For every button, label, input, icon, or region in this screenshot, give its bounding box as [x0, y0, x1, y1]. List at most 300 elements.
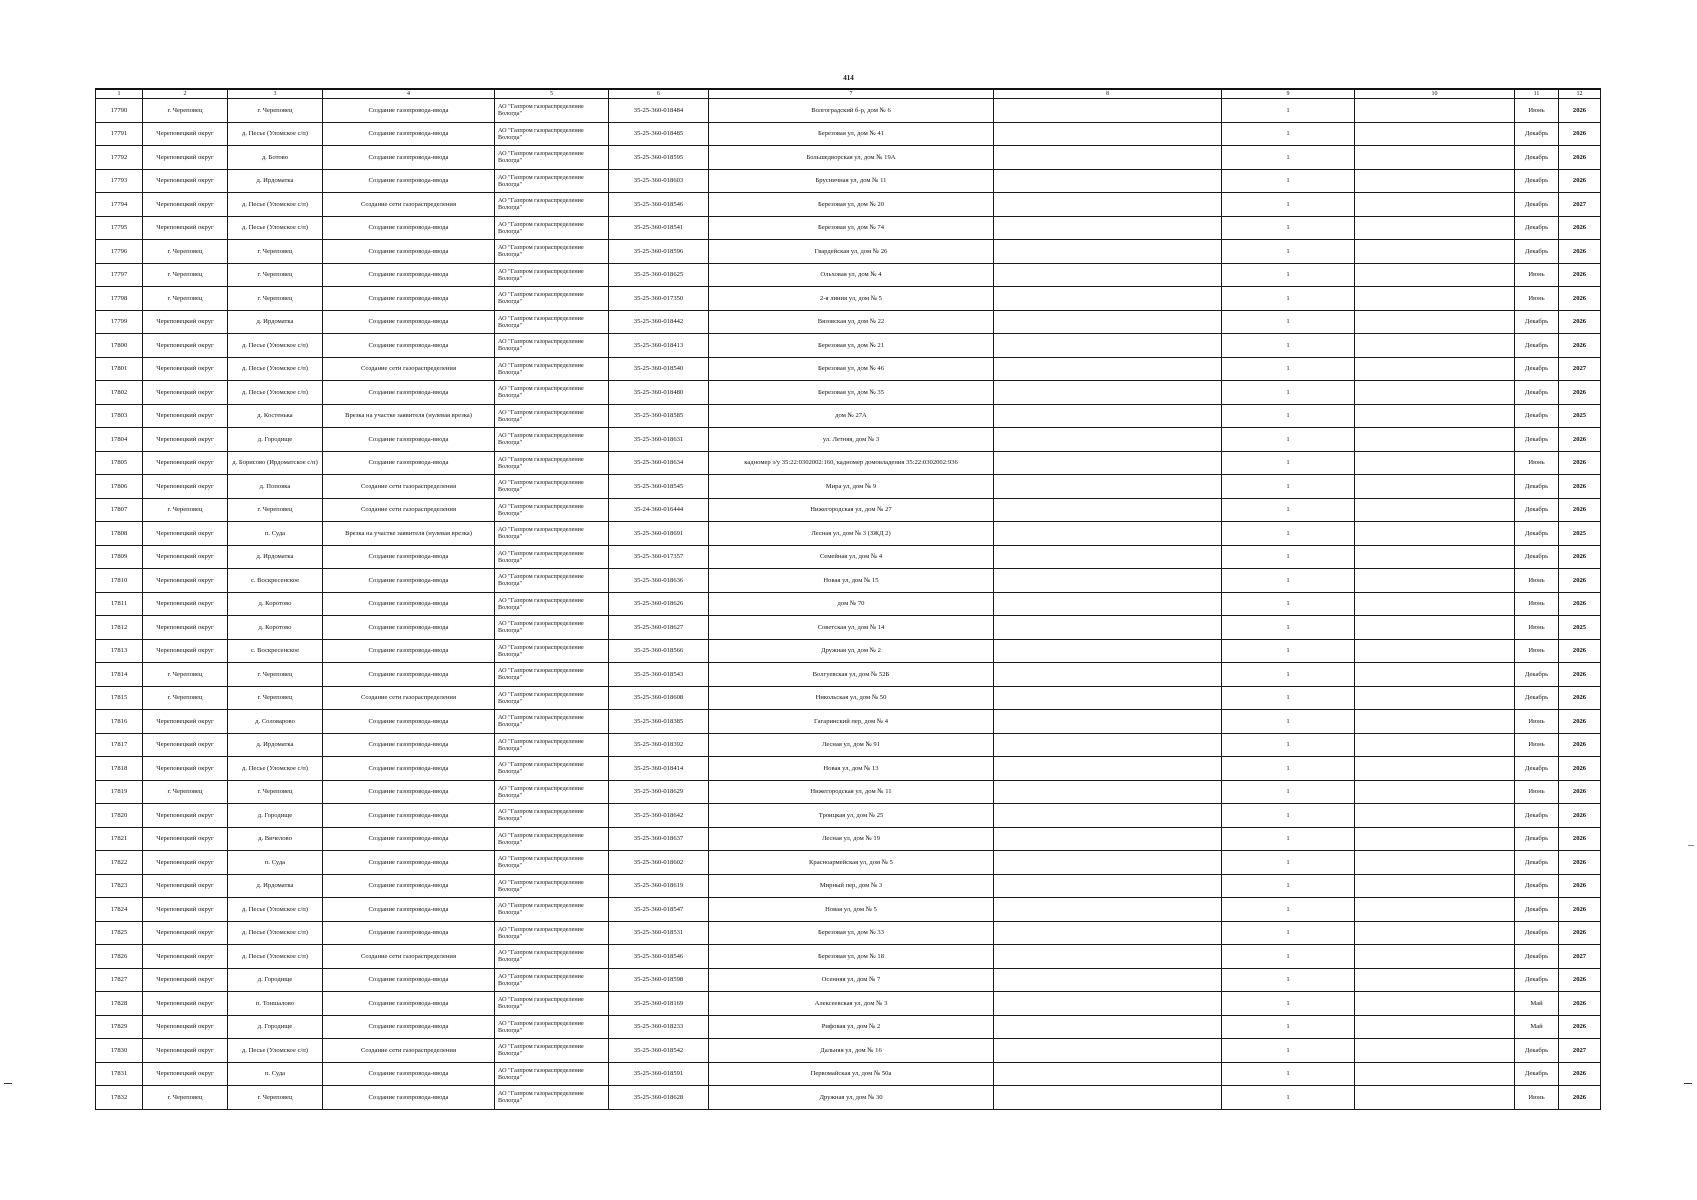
locality-cell: д. Песье (Уломское с/п): [228, 216, 323, 240]
locality-cell: д. Городище: [228, 428, 323, 452]
organization-cell: АО "Газпром газораспределение Вологда": [495, 381, 609, 405]
year-cell: 2026: [1559, 545, 1601, 569]
district-cell: Череповецкий округ: [143, 522, 228, 546]
month-cell: Май: [1515, 992, 1559, 1016]
column-8-cell: [994, 193, 1222, 217]
work-type-cell: Создание газопровода-ввода: [323, 616, 495, 640]
column-8-cell: [994, 498, 1222, 522]
organization-cell: АО "Газпром газораспределение Вологда": [495, 1039, 609, 1063]
row-number: 17816: [96, 710, 143, 734]
quantity-cell: 1: [1222, 475, 1355, 499]
organization-cell: АО "Газпром газораспределение Вологда": [495, 498, 609, 522]
work-type-cell: Создание газопровода-ввода: [323, 240, 495, 264]
column-10-cell: [1355, 569, 1515, 593]
locality-cell: д. Городище: [228, 1015, 323, 1039]
month-cell: Декабрь: [1515, 522, 1559, 546]
object-code-cell: 35-25-360-018625: [609, 263, 709, 287]
object-code-cell: 35-25-360-018602: [609, 851, 709, 875]
organization-cell: АО "Газпром газораспределение Вологда": [495, 334, 609, 358]
work-type-cell: Создание сети газораспределения: [323, 1039, 495, 1063]
row-number: 17820: [96, 804, 143, 828]
work-type-cell: Создание газопровода-ввода: [323, 921, 495, 945]
quantity-cell: 1: [1222, 1086, 1355, 1110]
district-cell: Череповецкий округ: [143, 592, 228, 616]
column-8-cell: [994, 99, 1222, 123]
month-cell: Декабрь: [1515, 428, 1559, 452]
table-row: [96, 780, 1601, 804]
row-number: 17791: [96, 122, 143, 146]
month-cell: Июнь: [1515, 451, 1559, 475]
locality-cell: с. Воскресенское: [228, 639, 323, 663]
month-cell: Июнь: [1515, 263, 1559, 287]
quantity-cell: 1: [1222, 146, 1355, 170]
quantity-cell: 1: [1222, 522, 1355, 546]
address-cell: Мирный пер, дом № 3: [709, 874, 994, 898]
scan-edge-mark: [4, 1083, 12, 1084]
organization-cell: АО "Газпром газораспределение Вологда": [495, 733, 609, 757]
column-8-cell: [994, 992, 1222, 1016]
year-cell: 2026: [1559, 381, 1601, 405]
address-cell: Красноармейская ул, дом № 5: [709, 851, 994, 875]
column-8-cell: [994, 310, 1222, 334]
district-cell: Череповецкий округ: [143, 1039, 228, 1063]
column-number: 5: [495, 89, 609, 99]
organization-cell: АО "Газпром газораспределение Вологда": [495, 357, 609, 381]
quantity-cell: 1: [1222, 287, 1355, 311]
work-type-cell: Создание газопровода-ввода: [323, 428, 495, 452]
district-cell: Череповецкий округ: [143, 334, 228, 358]
table-row: [96, 216, 1601, 240]
address-cell: 2-я линия ул, дом № 5: [709, 287, 994, 311]
work-type-cell: Создание газопровода-ввода: [323, 804, 495, 828]
address-cell: Волгуевская ул, дом № 52Б: [709, 663, 994, 687]
month-cell: Декабрь: [1515, 310, 1559, 334]
row-number: 17811: [96, 592, 143, 616]
district-cell: г. Череповец: [143, 263, 228, 287]
work-type-cell: Создание сети газораспределения: [323, 686, 495, 710]
district-cell: Череповецкий округ: [143, 122, 228, 146]
column-10-cell: [1355, 992, 1515, 1016]
table-row: [96, 146, 1601, 170]
month-cell: Декабрь: [1515, 945, 1559, 969]
column-number: 3: [228, 89, 323, 99]
address-cell: Осенняя ул, дом № 7: [709, 968, 994, 992]
locality-cell: г. Череповец: [228, 240, 323, 264]
table-row: [96, 804, 1601, 828]
table-row: [96, 639, 1601, 663]
address-cell: Брусничная ул, дом № 11: [709, 169, 994, 193]
organization-cell: АО "Газпром газораспределение Вологда": [495, 522, 609, 546]
year-cell: 2026: [1559, 99, 1601, 123]
quantity-cell: 1: [1222, 240, 1355, 264]
table-row: [96, 874, 1601, 898]
quantity-cell: 1: [1222, 874, 1355, 898]
locality-cell: п. Тоншалово: [228, 992, 323, 1016]
district-cell: Череповецкий округ: [143, 146, 228, 170]
address-cell: ул. Летняя, дом № 3: [709, 428, 994, 452]
column-8-cell: [994, 710, 1222, 734]
quantity-cell: 1: [1222, 1062, 1355, 1086]
address-cell: Березовая ул, дом № 21: [709, 334, 994, 358]
month-cell: Декабрь: [1515, 874, 1559, 898]
column-10-cell: [1355, 945, 1515, 969]
work-type-cell: Создание газопровода-ввода: [323, 1086, 495, 1110]
year-cell: 2026: [1559, 992, 1601, 1016]
row-number: 17793: [96, 169, 143, 193]
column-number: 1: [96, 89, 143, 99]
work-type-cell: Создание сети газораспределения: [323, 357, 495, 381]
district-cell: г. Череповец: [143, 498, 228, 522]
row-number: 17818: [96, 757, 143, 781]
locality-cell: д. Коротово: [228, 616, 323, 640]
district-cell: Череповецкий округ: [143, 710, 228, 734]
work-type-cell: Создание газопровода-ввода: [323, 827, 495, 851]
month-cell: Декабрь: [1515, 757, 1559, 781]
address-cell: Березовая ул, дом № 20: [709, 193, 994, 217]
locality-cell: г. Череповец: [228, 263, 323, 287]
table-row: [96, 1062, 1601, 1086]
quantity-cell: 1: [1222, 827, 1355, 851]
organization-cell: АО "Газпром газораспределение Вологда": [495, 945, 609, 969]
column-8-cell: [994, 1015, 1222, 1039]
locality-cell: д. Ирдоматка: [228, 874, 323, 898]
work-type-cell: Создание сети газораспределения: [323, 498, 495, 522]
table-row: [96, 357, 1601, 381]
quantity-cell: 1: [1222, 733, 1355, 757]
quantity-cell: 1: [1222, 122, 1355, 146]
column-8-cell: [994, 733, 1222, 757]
column-10-cell: [1355, 733, 1515, 757]
column-8-cell: [994, 545, 1222, 569]
object-code-cell: 35-25-360-018619: [609, 874, 709, 898]
table-row: [96, 921, 1601, 945]
object-code-cell: 35-25-360-018603: [609, 169, 709, 193]
work-type-cell: Создание газопровода-ввода: [323, 663, 495, 687]
organization-cell: АО "Газпром газораспределение Вологда": [495, 404, 609, 428]
column-10-cell: [1355, 1062, 1515, 1086]
year-cell: 2026: [1559, 663, 1601, 687]
object-code-cell: 35-25-360-018546: [609, 945, 709, 969]
column-10-cell: [1355, 1015, 1515, 1039]
year-cell: 2026: [1559, 451, 1601, 475]
month-cell: Июнь: [1515, 710, 1559, 734]
year-cell: 2026: [1559, 921, 1601, 945]
row-number: 17797: [96, 263, 143, 287]
table-row: [96, 663, 1601, 687]
organization-cell: АО "Газпром газораспределение Вологда": [495, 99, 609, 123]
month-cell: Декабрь: [1515, 216, 1559, 240]
column-10-cell: [1355, 357, 1515, 381]
quantity-cell: 1: [1222, 945, 1355, 969]
column-number: 7: [709, 89, 994, 99]
work-type-cell: Создание газопровода-ввода: [323, 99, 495, 123]
district-cell: Череповецкий округ: [143, 992, 228, 1016]
address-cell: Лесная ул, дом № 91: [709, 733, 994, 757]
row-number: 17826: [96, 945, 143, 969]
quantity-cell: 1: [1222, 616, 1355, 640]
table-row: [96, 898, 1601, 922]
object-code-cell: 35-25-360-018485: [609, 122, 709, 146]
address-cell: Березовая ул, дом № 41: [709, 122, 994, 146]
object-code-cell: 35-25-360-018169: [609, 992, 709, 1016]
year-cell: 2026: [1559, 475, 1601, 499]
year-cell: 2026: [1559, 334, 1601, 358]
district-cell: Череповецкий округ: [143, 545, 228, 569]
work-type-cell: Создание газопровода-ввода: [323, 710, 495, 734]
object-code-cell: 35-25-360-018233: [609, 1015, 709, 1039]
locality-cell: д. Коротово: [228, 592, 323, 616]
row-number: 17824: [96, 898, 143, 922]
year-cell: 2025: [1559, 616, 1601, 640]
quantity-cell: 1: [1222, 381, 1355, 405]
month-cell: Декабрь: [1515, 357, 1559, 381]
year-cell: 2026: [1559, 122, 1601, 146]
organization-cell: АО "Газпром газораспределение Вологда": [495, 569, 609, 593]
district-cell: Череповецкий округ: [143, 193, 228, 217]
district-cell: Череповецкий округ: [143, 804, 228, 828]
address-cell: Вязовская ул, дом № 22: [709, 310, 994, 334]
column-number: 9: [1222, 89, 1355, 99]
column-8-cell: [994, 428, 1222, 452]
locality-cell: г. Череповец: [228, 1086, 323, 1110]
column-10-cell: [1355, 592, 1515, 616]
column-10-cell: [1355, 216, 1515, 240]
column-10-cell: [1355, 334, 1515, 358]
year-cell: 2026: [1559, 146, 1601, 170]
quantity-cell: 1: [1222, 310, 1355, 334]
object-code-cell: 35-25-360-018540: [609, 357, 709, 381]
district-cell: Череповецкий округ: [143, 921, 228, 945]
address-cell: Березовая ул, дом № 33: [709, 921, 994, 945]
object-code-cell: 35-25-360-018608: [609, 686, 709, 710]
locality-cell: г. Череповец: [228, 663, 323, 687]
organization-cell: АО "Газпром газораспределение Вологда": [495, 780, 609, 804]
district-cell: Череповецкий округ: [143, 968, 228, 992]
page-number: 414: [843, 74, 854, 82]
quantity-cell: 1: [1222, 451, 1355, 475]
row-number: 17812: [96, 616, 143, 640]
table-row: [96, 616, 1601, 640]
table-row: [96, 827, 1601, 851]
work-type-cell: Создание газопровода-ввода: [323, 310, 495, 334]
column-8-cell: [994, 216, 1222, 240]
work-type-cell: Создание газопровода-ввода: [323, 263, 495, 287]
address-cell: Волгоградский б-р, дом № 6: [709, 99, 994, 123]
month-cell: Декабрь: [1515, 404, 1559, 428]
quantity-cell: 1: [1222, 569, 1355, 593]
object-code-cell: 35-25-360-018480: [609, 381, 709, 405]
address-cell: дом № 27А: [709, 404, 994, 428]
work-type-cell: Создание газопровода-ввода: [323, 146, 495, 170]
organization-cell: АО "Газпром газораспределение Вологда": [495, 921, 609, 945]
column-10-cell: [1355, 263, 1515, 287]
work-type-cell: Создание газопровода-ввода: [323, 968, 495, 992]
column-number: 4: [323, 89, 495, 99]
column-number-row: [96, 89, 1601, 99]
column-10-cell: [1355, 898, 1515, 922]
organization-cell: АО "Газпром газораспределение Вологда": [495, 1086, 609, 1110]
district-cell: Череповецкий округ: [143, 1062, 228, 1086]
year-cell: 2026: [1559, 569, 1601, 593]
table-row: [96, 498, 1601, 522]
row-number: 17817: [96, 733, 143, 757]
address-cell: Первомайская ул, дом № 50а: [709, 1062, 994, 1086]
locality-cell: д. Городище: [228, 968, 323, 992]
district-cell: Череповецкий округ: [143, 569, 228, 593]
work-type-cell: Создание газопровода-ввода: [323, 733, 495, 757]
object-code-cell: 35-25-360-018413: [609, 334, 709, 358]
object-code-cell: 35-25-360-017357: [609, 545, 709, 569]
row-number: 17792: [96, 146, 143, 170]
month-cell: Декабрь: [1515, 545, 1559, 569]
month-cell: Июнь: [1515, 592, 1559, 616]
quantity-cell: 1: [1222, 639, 1355, 663]
column-8-cell: [994, 804, 1222, 828]
locality-cell: д. Песье (Уломское с/п): [228, 921, 323, 945]
row-number: 17807: [96, 498, 143, 522]
table-row: [96, 757, 1601, 781]
locality-cell: п. Суда: [228, 1062, 323, 1086]
district-cell: Череповецкий округ: [143, 475, 228, 499]
locality-cell: д. Песье (Уломское с/п): [228, 945, 323, 969]
column-8-cell: [994, 780, 1222, 804]
address-cell: Семейная ул, дом № 4: [709, 545, 994, 569]
work-type-cell: Создание сети газораспределения: [323, 475, 495, 499]
column-8-cell: [994, 945, 1222, 969]
object-code-cell: 35-25-360-018629: [609, 780, 709, 804]
column-10-cell: [1355, 475, 1515, 499]
year-cell: 2026: [1559, 498, 1601, 522]
locality-cell: д. Песье (Уломское с/п): [228, 381, 323, 405]
organization-cell: АО "Газпром газораспределение Вологда": [495, 592, 609, 616]
organization-cell: АО "Газпром газораспределение Вологда": [495, 216, 609, 240]
column-8-cell: [994, 757, 1222, 781]
month-cell: Декабрь: [1515, 381, 1559, 405]
column-8-cell: [994, 404, 1222, 428]
object-code-cell: 35-25-360-018531: [609, 921, 709, 945]
quantity-cell: 1: [1222, 992, 1355, 1016]
row-number: 17800: [96, 334, 143, 358]
table-row: [96, 169, 1601, 193]
quantity-cell: 1: [1222, 921, 1355, 945]
address-cell: Дружная ул, дом № 30: [709, 1086, 994, 1110]
address-cell: Березовая ул, дом № 74: [709, 216, 994, 240]
column-number: 8: [994, 89, 1222, 99]
organization-cell: АО "Газпром газораспределение Вологда": [495, 263, 609, 287]
address-cell: Большедворская ул, дом № 19А: [709, 146, 994, 170]
locality-cell: д. Соловарово: [228, 710, 323, 734]
organization-cell: АО "Газпром газораспределение Вологда": [495, 240, 609, 264]
organization-cell: АО "Газпром газораспределение Вологда": [495, 1015, 609, 1039]
year-cell: 2025: [1559, 404, 1601, 428]
column-10-cell: [1355, 968, 1515, 992]
row-number: 17796: [96, 240, 143, 264]
organization-cell: АО "Газпром газораспределение Вологда": [495, 992, 609, 1016]
month-cell: Декабрь: [1515, 686, 1559, 710]
month-cell: Май: [1515, 1015, 1559, 1039]
object-code-cell: 35-25-360-018585: [609, 404, 709, 428]
column-10-cell: [1355, 428, 1515, 452]
table-row: [96, 475, 1601, 499]
work-type-cell: Создание газопровода-ввода: [323, 757, 495, 781]
quantity-cell: 1: [1222, 968, 1355, 992]
organization-cell: АО "Газпром газораспределение Вологда": [495, 757, 609, 781]
quantity-cell: 1: [1222, 334, 1355, 358]
column-10-cell: [1355, 710, 1515, 734]
column-number: 11: [1515, 89, 1559, 99]
organization-cell: АО "Газпром газораспределение Вологда": [495, 827, 609, 851]
object-code-cell: 35-25-360-018385: [609, 710, 709, 734]
column-10-cell: [1355, 522, 1515, 546]
row-number: 17810: [96, 569, 143, 593]
address-cell: Новая ул, дом № 5: [709, 898, 994, 922]
column-10-cell: [1355, 686, 1515, 710]
quantity-cell: 1: [1222, 357, 1355, 381]
district-cell: г. Череповец: [143, 1086, 228, 1110]
month-cell: Декабрь: [1515, 1062, 1559, 1086]
row-number: 17801: [96, 357, 143, 381]
address-cell: Дальняя ул, дом № 16: [709, 1039, 994, 1063]
district-cell: г. Череповец: [143, 240, 228, 264]
row-number: 17803: [96, 404, 143, 428]
year-cell: 2026: [1559, 310, 1601, 334]
month-cell: Июнь: [1515, 639, 1559, 663]
row-number: 17805: [96, 451, 143, 475]
scan-edge-mark: [1688, 845, 1694, 846]
work-type-cell: Создание газопровода-ввода: [323, 169, 495, 193]
organization-cell: АО "Газпром газораспределение Вологда": [495, 146, 609, 170]
column-10-cell: [1355, 663, 1515, 687]
column-10-cell: [1355, 757, 1515, 781]
address-cell: Мира ул, дом № 9: [709, 475, 994, 499]
year-cell: 2026: [1559, 240, 1601, 264]
object-code-cell: 35-25-360-018631: [609, 428, 709, 452]
column-8-cell: [994, 851, 1222, 875]
district-cell: Череповецкий округ: [143, 216, 228, 240]
quantity-cell: 1: [1222, 804, 1355, 828]
object-code-cell: 35-25-360-018691: [609, 522, 709, 546]
object-code-cell: 35-25-360-018634: [609, 451, 709, 475]
work-type-cell: Создание газопровода-ввода: [323, 1015, 495, 1039]
column-8-cell: [994, 968, 1222, 992]
work-type-cell: Создание газопровода-ввода: [323, 216, 495, 240]
column-8-cell: [994, 639, 1222, 663]
quantity-cell: 1: [1222, 428, 1355, 452]
locality-cell: д. Ирдоматка: [228, 169, 323, 193]
column-10-cell: [1355, 545, 1515, 569]
work-type-cell: Создание газопровода-ввода: [323, 851, 495, 875]
quantity-cell: 1: [1222, 216, 1355, 240]
quantity-cell: 1: [1222, 169, 1355, 193]
district-cell: г. Череповец: [143, 287, 228, 311]
district-cell: Череповецкий округ: [143, 874, 228, 898]
organization-cell: АО "Газпром газораспределение Вологда": [495, 851, 609, 875]
column-10-cell: [1355, 874, 1515, 898]
organization-cell: АО "Газпром газораспределение Вологда": [495, 1062, 609, 1086]
address-cell: Новая ул, дом № 15: [709, 569, 994, 593]
object-code-cell: 35-25-360-018636: [609, 569, 709, 593]
district-cell: Череповецкий округ: [143, 451, 228, 475]
locality-cell: г. Череповец: [228, 498, 323, 522]
table-row: [96, 451, 1601, 475]
quantity-cell: 1: [1222, 545, 1355, 569]
row-number: 17799: [96, 310, 143, 334]
year-cell: 2026: [1559, 169, 1601, 193]
column-number: 2: [143, 89, 228, 99]
row-number: 17790: [96, 99, 143, 123]
locality-cell: д. Песье (Уломское с/п): [228, 334, 323, 358]
work-type-cell: Создание газопровода-ввода: [323, 451, 495, 475]
